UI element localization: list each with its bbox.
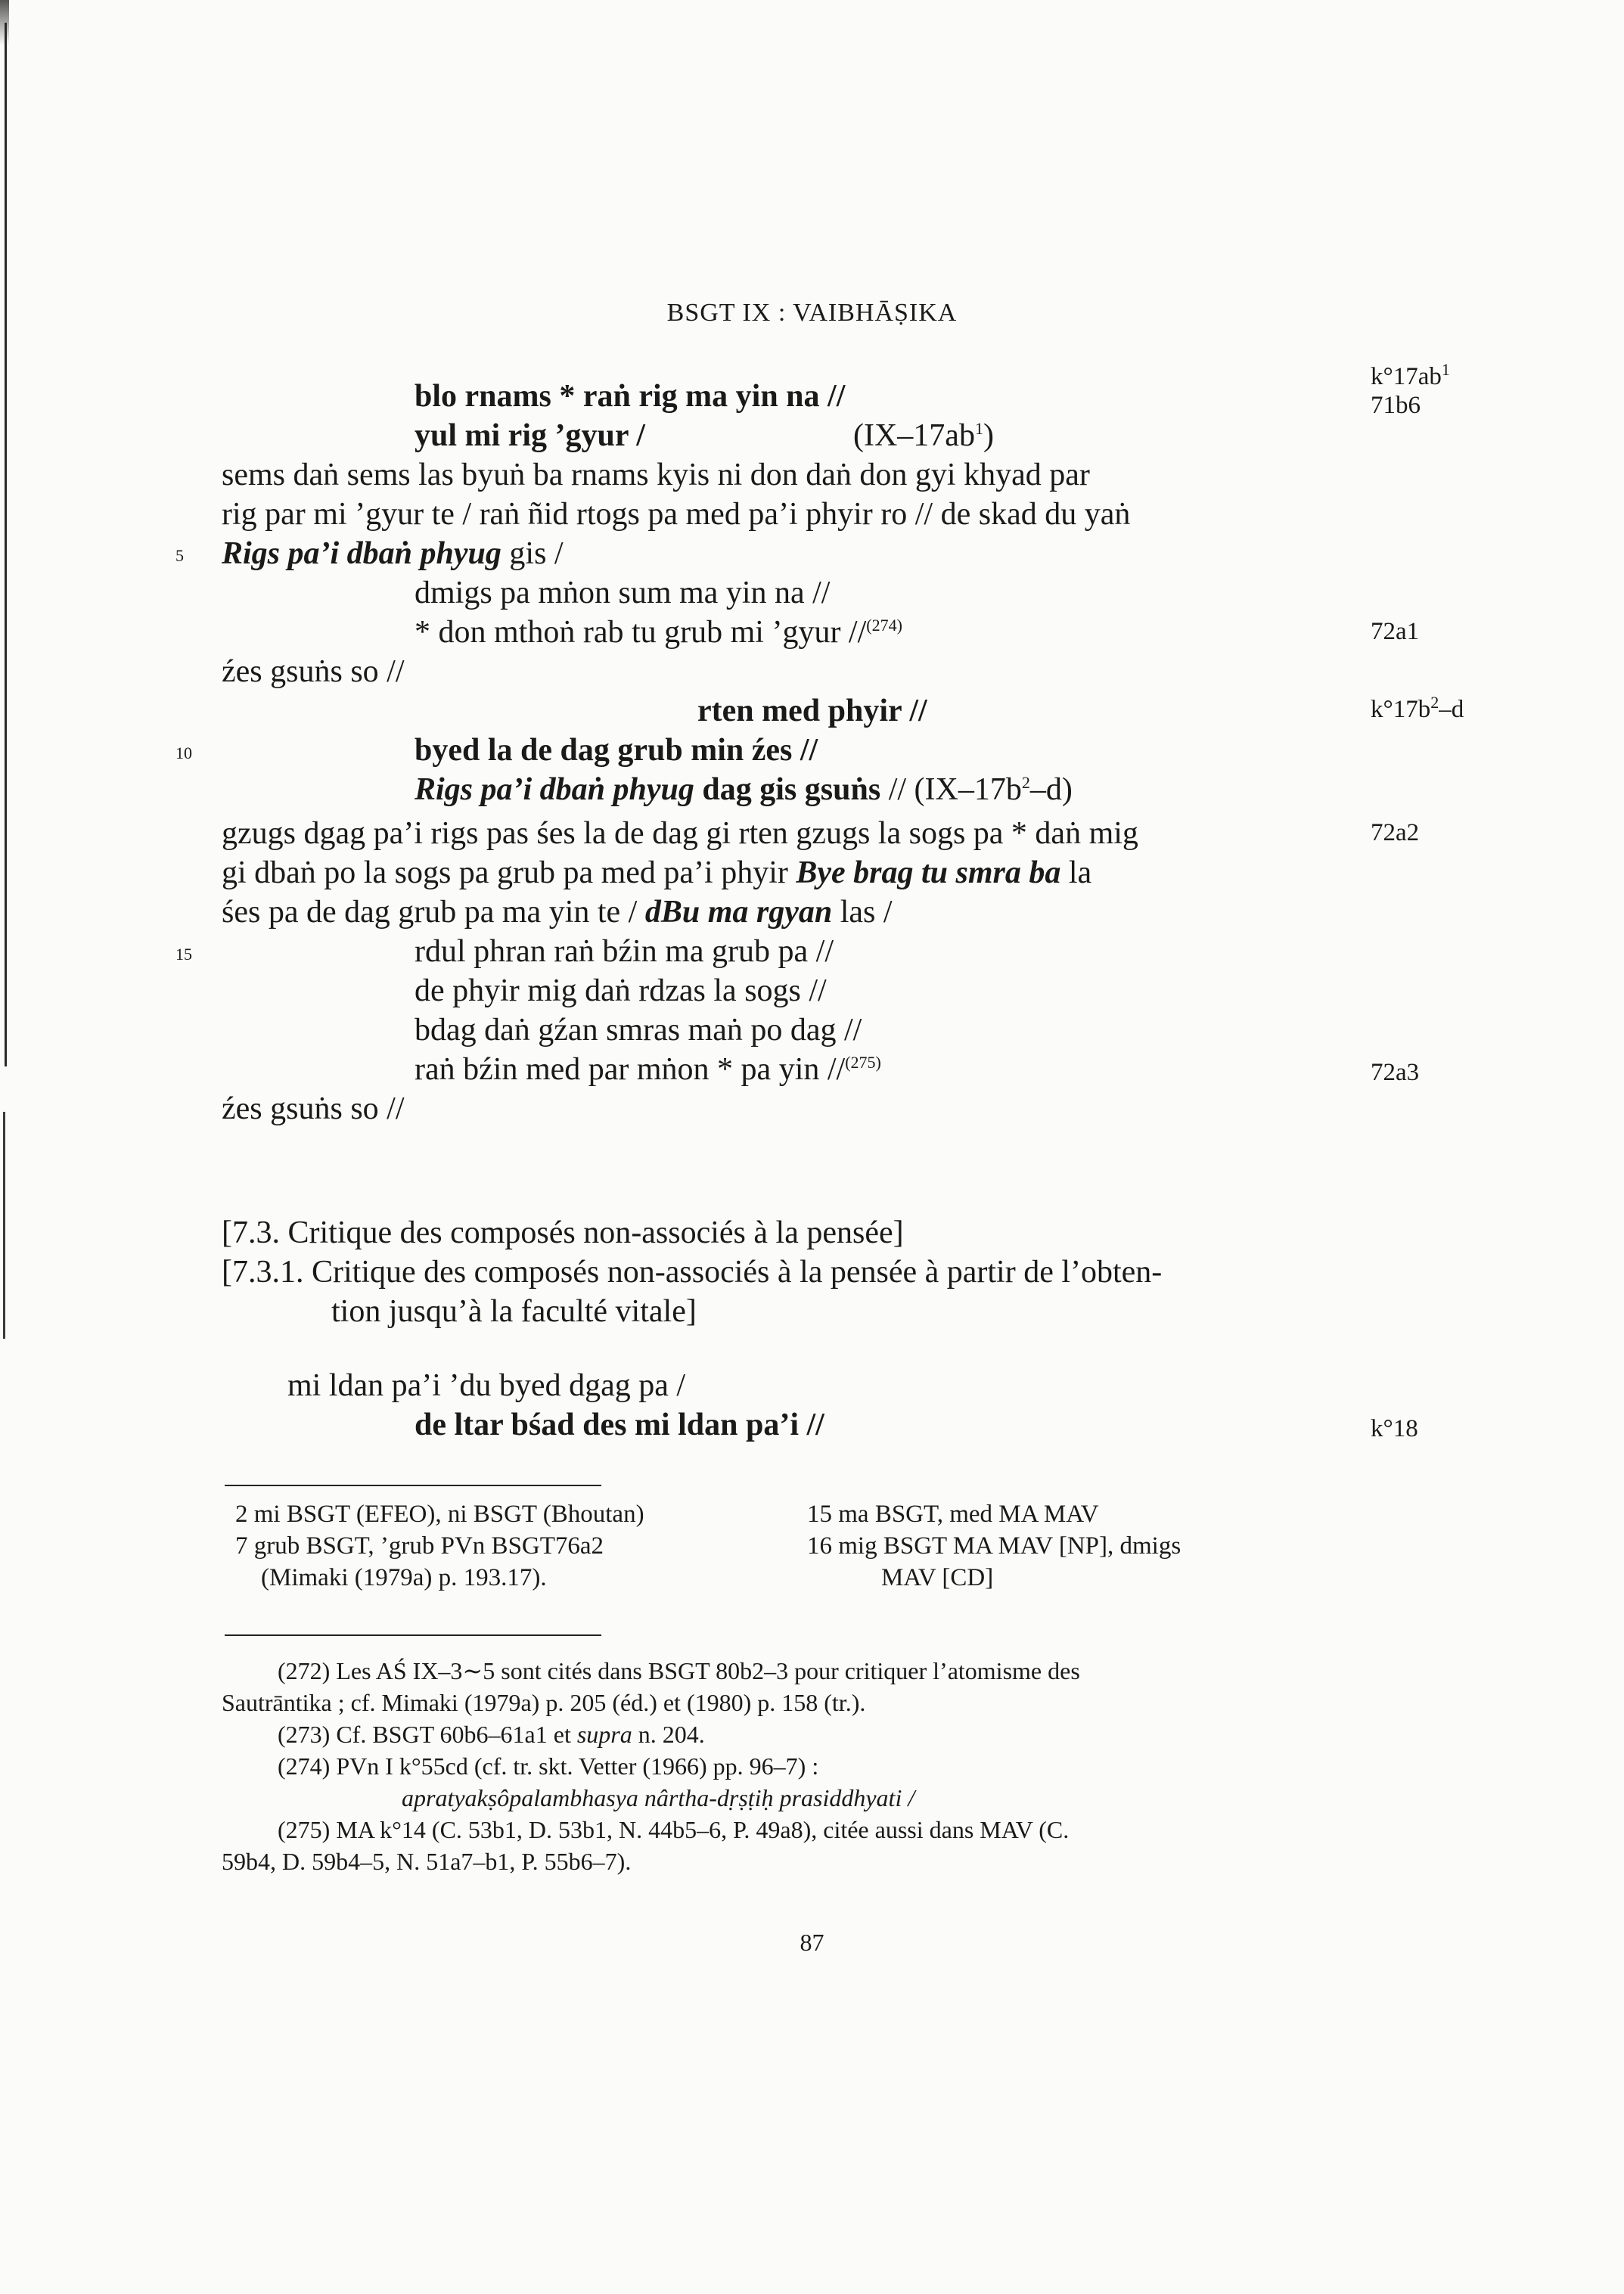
footnote-272: (272) Les AŚ IX–3∼5 sont cités dans BSGT 80b2–3 pour critiquer l’atomisme des — [278, 1657, 1080, 1684]
footnote-272-cont: Sautrāntika ; cf. Mimaki (1979a) p. 205 (éd.) et (1980) p. 158 (tr.). — [222, 1689, 866, 1716]
apparatus-note-16: 16 mig BSGT MA MAV [NP], dmigs — [807, 1532, 1182, 1560]
margin-ref-k17b2d: $k^\circ 17b^2-d$ — [1371, 693, 1464, 723]
page-number: 87 — [800, 1929, 824, 1956]
footnote-273: (273) Cf. BSGT 60b6–61a1 et supra n. 204. — [278, 1721, 705, 1748]
margin-ref-72a2: 72a2 — [1371, 819, 1420, 846]
prose-line-5: Rigs pa’i dbaṅ phyug gis / — [222, 536, 564, 571]
line-number-10: 10 — [175, 743, 192, 762]
verse-line-2: yul mi rig ’gyur / — [415, 418, 645, 453]
verse-line-10: byed la de dag grub min źes // — [415, 733, 818, 768]
prose-line-19: źes gsuṅs so // — [222, 1091, 405, 1126]
apparatus-rule — [225, 1485, 601, 1486]
margin-ref-k18: k°18 — [1371, 1415, 1418, 1442]
prose-line-4: rig par mi ’gyur te / raṅ ñid rtogs pa med pa’i phyir ro // de skad du yaṅ — [222, 497, 1131, 532]
line-number-15: 15 — [175, 945, 192, 964]
scan-edge-line — [5, 23, 7, 1066]
margin-ref-72a1: 72a1 — [1371, 618, 1420, 645]
apparatus-note-15: 15 ma BSGT, med MA MAV — [807, 1501, 1099, 1528]
apparatus-note-16-cont: MAV [CD] — [881, 1564, 994, 1591]
footnote-274: (274) PVn I k°55cd (cf. tr. skt. Vetter (1966) pp. 96–7) : — [278, 1752, 819, 1780]
footnote-rule — [225, 1634, 601, 1636]
prose-line-14: śes pa de dag grub pa ma yin te / dBu ma rgyan las / — [222, 895, 893, 930]
section-heading-7-3-1-cont: tion jusqu’à la faculté vitale] — [331, 1294, 697, 1329]
verse-line-17: bdag daṅ gźan smras maṅ po dag // — [415, 1013, 862, 1048]
verse-line-9: rten med phyir // — [697, 694, 927, 728]
prose-line-3: sems daṅ sems las byuṅ ba rnams kyis ni don daṅ don gyi khyad par — [222, 458, 1090, 492]
prose-line-8: źes gsuṅs so // — [222, 654, 405, 689]
footnote-274-sanskrit: apratyakṣôpalambhasya nârtha-dṛṣṭiḥ prasiddhyati / — [402, 1784, 915, 1811]
margin-ref-k17ab1: $k^\circ 17ab^1$ — [1371, 360, 1450, 390]
line-number-5: 5 — [175, 546, 184, 565]
verse-line-11: Rigs pa’i dbaṅ phyug dag gis gsuṅs // $(IX-17b^2-d)$ — [415, 772, 1073, 807]
verse-line-7: * don mthoṅ rab tu grub mi ’gyur //$^{(274)}$ — [415, 615, 902, 650]
footnote-275: (275) MA k°14 (C. 53b1, D. 53b1, N. 44b5–6, P. 49a8), citée aussi dans MAV (C. — [278, 1816, 1070, 1843]
verse-line-1: blo rnams * raṅ rig ma yin na // — [415, 379, 846, 414]
running-header: BSGT IX : VAIBHĀṢIKA — [666, 299, 958, 327]
section-heading-7-3-1: [7.3.1. Critique des composés non-associés à la pensée à partir de l’obten- — [222, 1255, 1163, 1290]
verse-line-16: de phyir mig daṅ rdzas la sogs // — [415, 973, 827, 1008]
verse-line-18: raṅ bźin med par mṅon * pa yin //$^{(275)}$ — [415, 1052, 881, 1087]
apparatus-note-2: 2 mi BSGT (EFEO), ni BSGT (Bhoutan) — [235, 1501, 644, 1528]
margin-ref-72a3: 72a3 — [1371, 1059, 1420, 1086]
prose-line-12: gzugs dgag pa’i rigs pas śes la de dag gi rten gzugs la sogs pa * daṅ mig — [222, 816, 1138, 851]
prose-line-13: gi dbaṅ po la sogs pa grub pa med pa’i phyir Bye brag tu smra ba la — [222, 855, 1092, 890]
apparatus-note-7: 7 grub BSGT, ’grub PVn BSGT76a2 — [235, 1532, 604, 1560]
verse-line-v2: de ltar bśad des mi ldan pa’i // — [415, 1408, 824, 1442]
margin-ref-71b6: 71b6 — [1371, 392, 1421, 419]
apparatus-note-7-cont: (Mimaki (1979a) p. 193.17). — [261, 1564, 547, 1591]
verse-line-15: rdul phran raṅ bźin ma grub pa // — [415, 934, 834, 969]
scan-edge-line-lower — [3, 1112, 5, 1339]
verse-line-v1: mi ldan pa’i ’du byed dgag pa / — [287, 1368, 686, 1403]
section-heading-7-3: [7.3. Critique des composés non-associés à la pensée] — [222, 1215, 904, 1250]
footnote-275-cont: 59b4, D. 59b4–5, N. 51a7–b1, P. 55b6–7). — [222, 1848, 632, 1875]
verse-line-6: dmigs pa mṅon sum ma yin na // — [415, 576, 831, 610]
verse-ref-ix17ab1: $(IX-17ab^1)$ — [853, 418, 994, 453]
